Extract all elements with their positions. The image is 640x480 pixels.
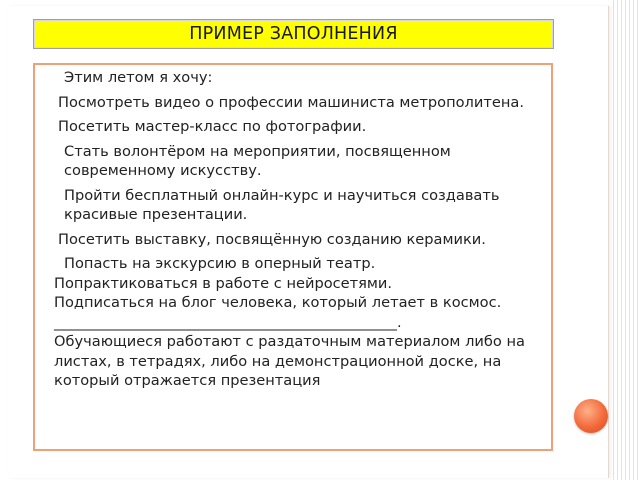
slide-title: ПРИМЕР ЗАПОЛНЕНИЯ: [33, 19, 554, 49]
paragraph-neural: Попрактиковаться в работе с нейросетями.: [54, 274, 393, 292]
paragraph-course: Пройти бесплатный онлайн-курс и научиться создавать красивые презентации.: [64, 186, 500, 223]
decorative-orb: [574, 399, 608, 433]
paragraph-intro: Этим летом я хочу:: [64, 69, 213, 86]
paragraph-volunteer: Стать волонтёром на мероприятии, посвященном современному искусству.: [64, 142, 451, 179]
paragraph-blog: Подписаться на блог человека, который летает в космос. _______________________________________________.: [54, 294, 502, 331]
paragraph-masterclass: Посетить мастер-класс по фотографии.: [58, 118, 367, 135]
paragraph-exhibition: Посетить выставку, посвящённую созданию керамики.: [58, 230, 486, 248]
paragraph-video: Посмотреть видео о профессии машиниста метрополитена.: [58, 93, 524, 111]
paragraph-theatre: Попасть на экскурсию в оперный театр.: [64, 255, 376, 272]
slide-content: [54, 68, 549, 391]
decorative-stripes: [610, 0, 640, 480]
paragraph-note: Обучающиеся работают с раздаточным материалом либо на листах, в тетрадях, либо на демонстрационной доске, на который отражается презентация: [54, 333, 525, 389]
